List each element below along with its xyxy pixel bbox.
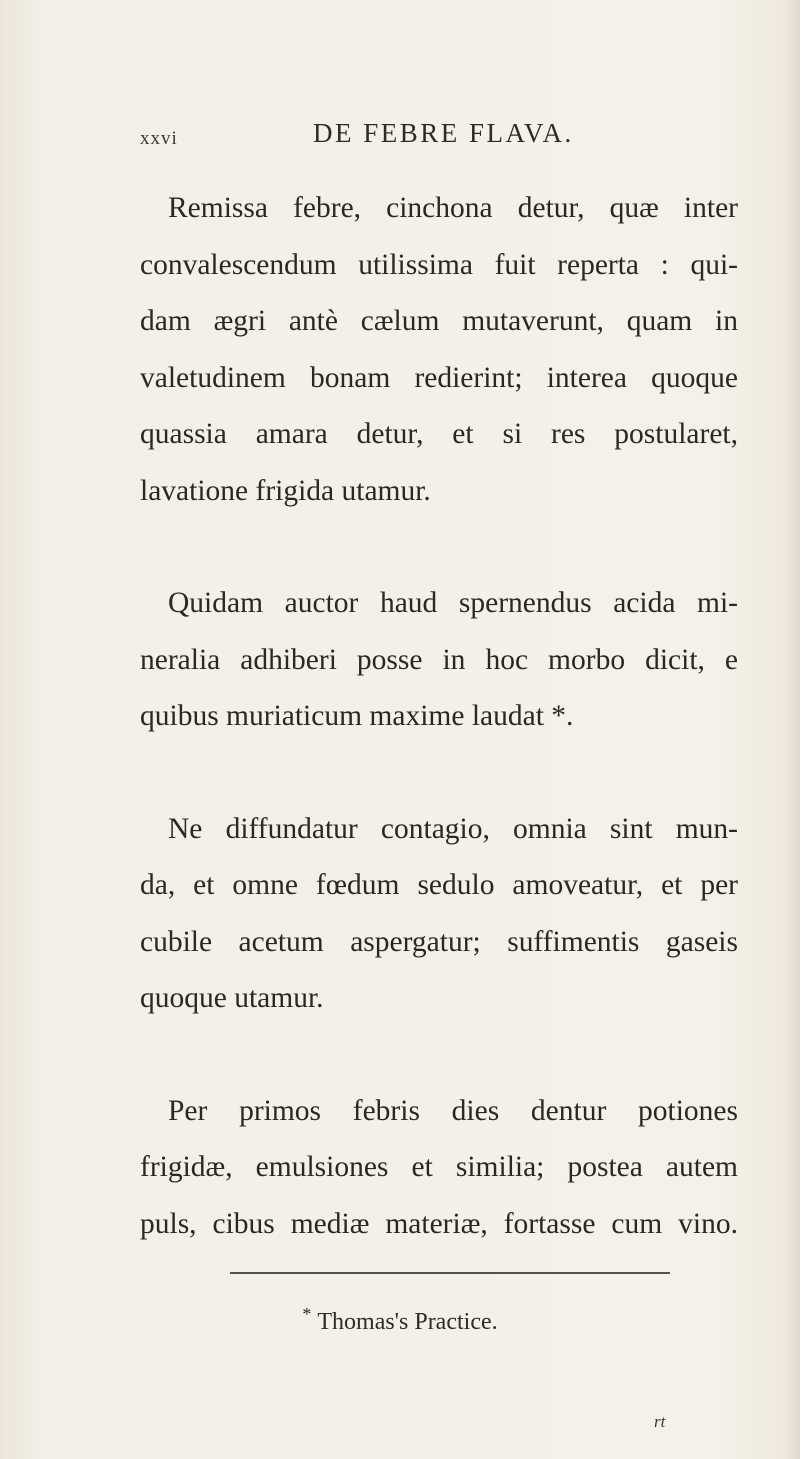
text-line: frigidæ, emulsiones et similia; postea autem xyxy=(140,1151,738,1183)
text-line: quassia amara detur, et si res postularet, xyxy=(140,418,738,450)
footnote-mark: * xyxy=(302,1304,312,1324)
text-line: quoque utamur. xyxy=(140,982,324,1014)
text-line: lavatione frigida utamur. xyxy=(140,474,431,507)
text-line: Remissa febre, cinchona detur, quæ inter xyxy=(168,192,738,224)
text-line: Ne diffundatur contagio, omnia sint mun- xyxy=(168,812,738,845)
paragraph-1 xyxy=(140,180,738,519)
page-edge-shadow xyxy=(786,0,800,1459)
text-line: cubile acetum aspergatur; suffimentis gaseis xyxy=(140,925,738,958)
text-line: Quidam auctor haud spernendus acida mi- xyxy=(168,587,738,619)
paragraph-4 xyxy=(140,1083,738,1253)
text-line: da, et omne fœdum sedulo amoveatur, et per xyxy=(140,869,738,901)
paragraph-2 xyxy=(140,575,738,745)
text-line: dam ægri antè cælum mutaverunt, quam in xyxy=(140,305,738,337)
text-line: neralia adhiberi posse in hoc morbo dicit, e xyxy=(140,643,738,676)
paragraph-3 xyxy=(140,801,738,1027)
text-line: puls, cibus mediæ materiæ, fortasse cum vino. xyxy=(140,1207,738,1240)
body-text xyxy=(140,180,738,1252)
footnote-text: Thomas's Practice. xyxy=(317,1309,498,1335)
running-title: DE FEBRE FLAVA. xyxy=(313,118,574,148)
text-line: valetudinem bonam redierint; interea quoque xyxy=(140,361,738,394)
text-line: convalescendum utilissima fuit reperta : qui- xyxy=(140,248,738,281)
footnote xyxy=(0,1304,800,1336)
footnote-rule xyxy=(230,1272,670,1274)
text-line: quibus muriaticum maxime laudat *. xyxy=(140,700,574,732)
page-number: xxvi xyxy=(140,128,178,149)
text-line: Per primos febris dies dentur potiones xyxy=(168,1094,738,1127)
catchword: rt xyxy=(654,1412,666,1431)
page-header xyxy=(140,118,700,158)
